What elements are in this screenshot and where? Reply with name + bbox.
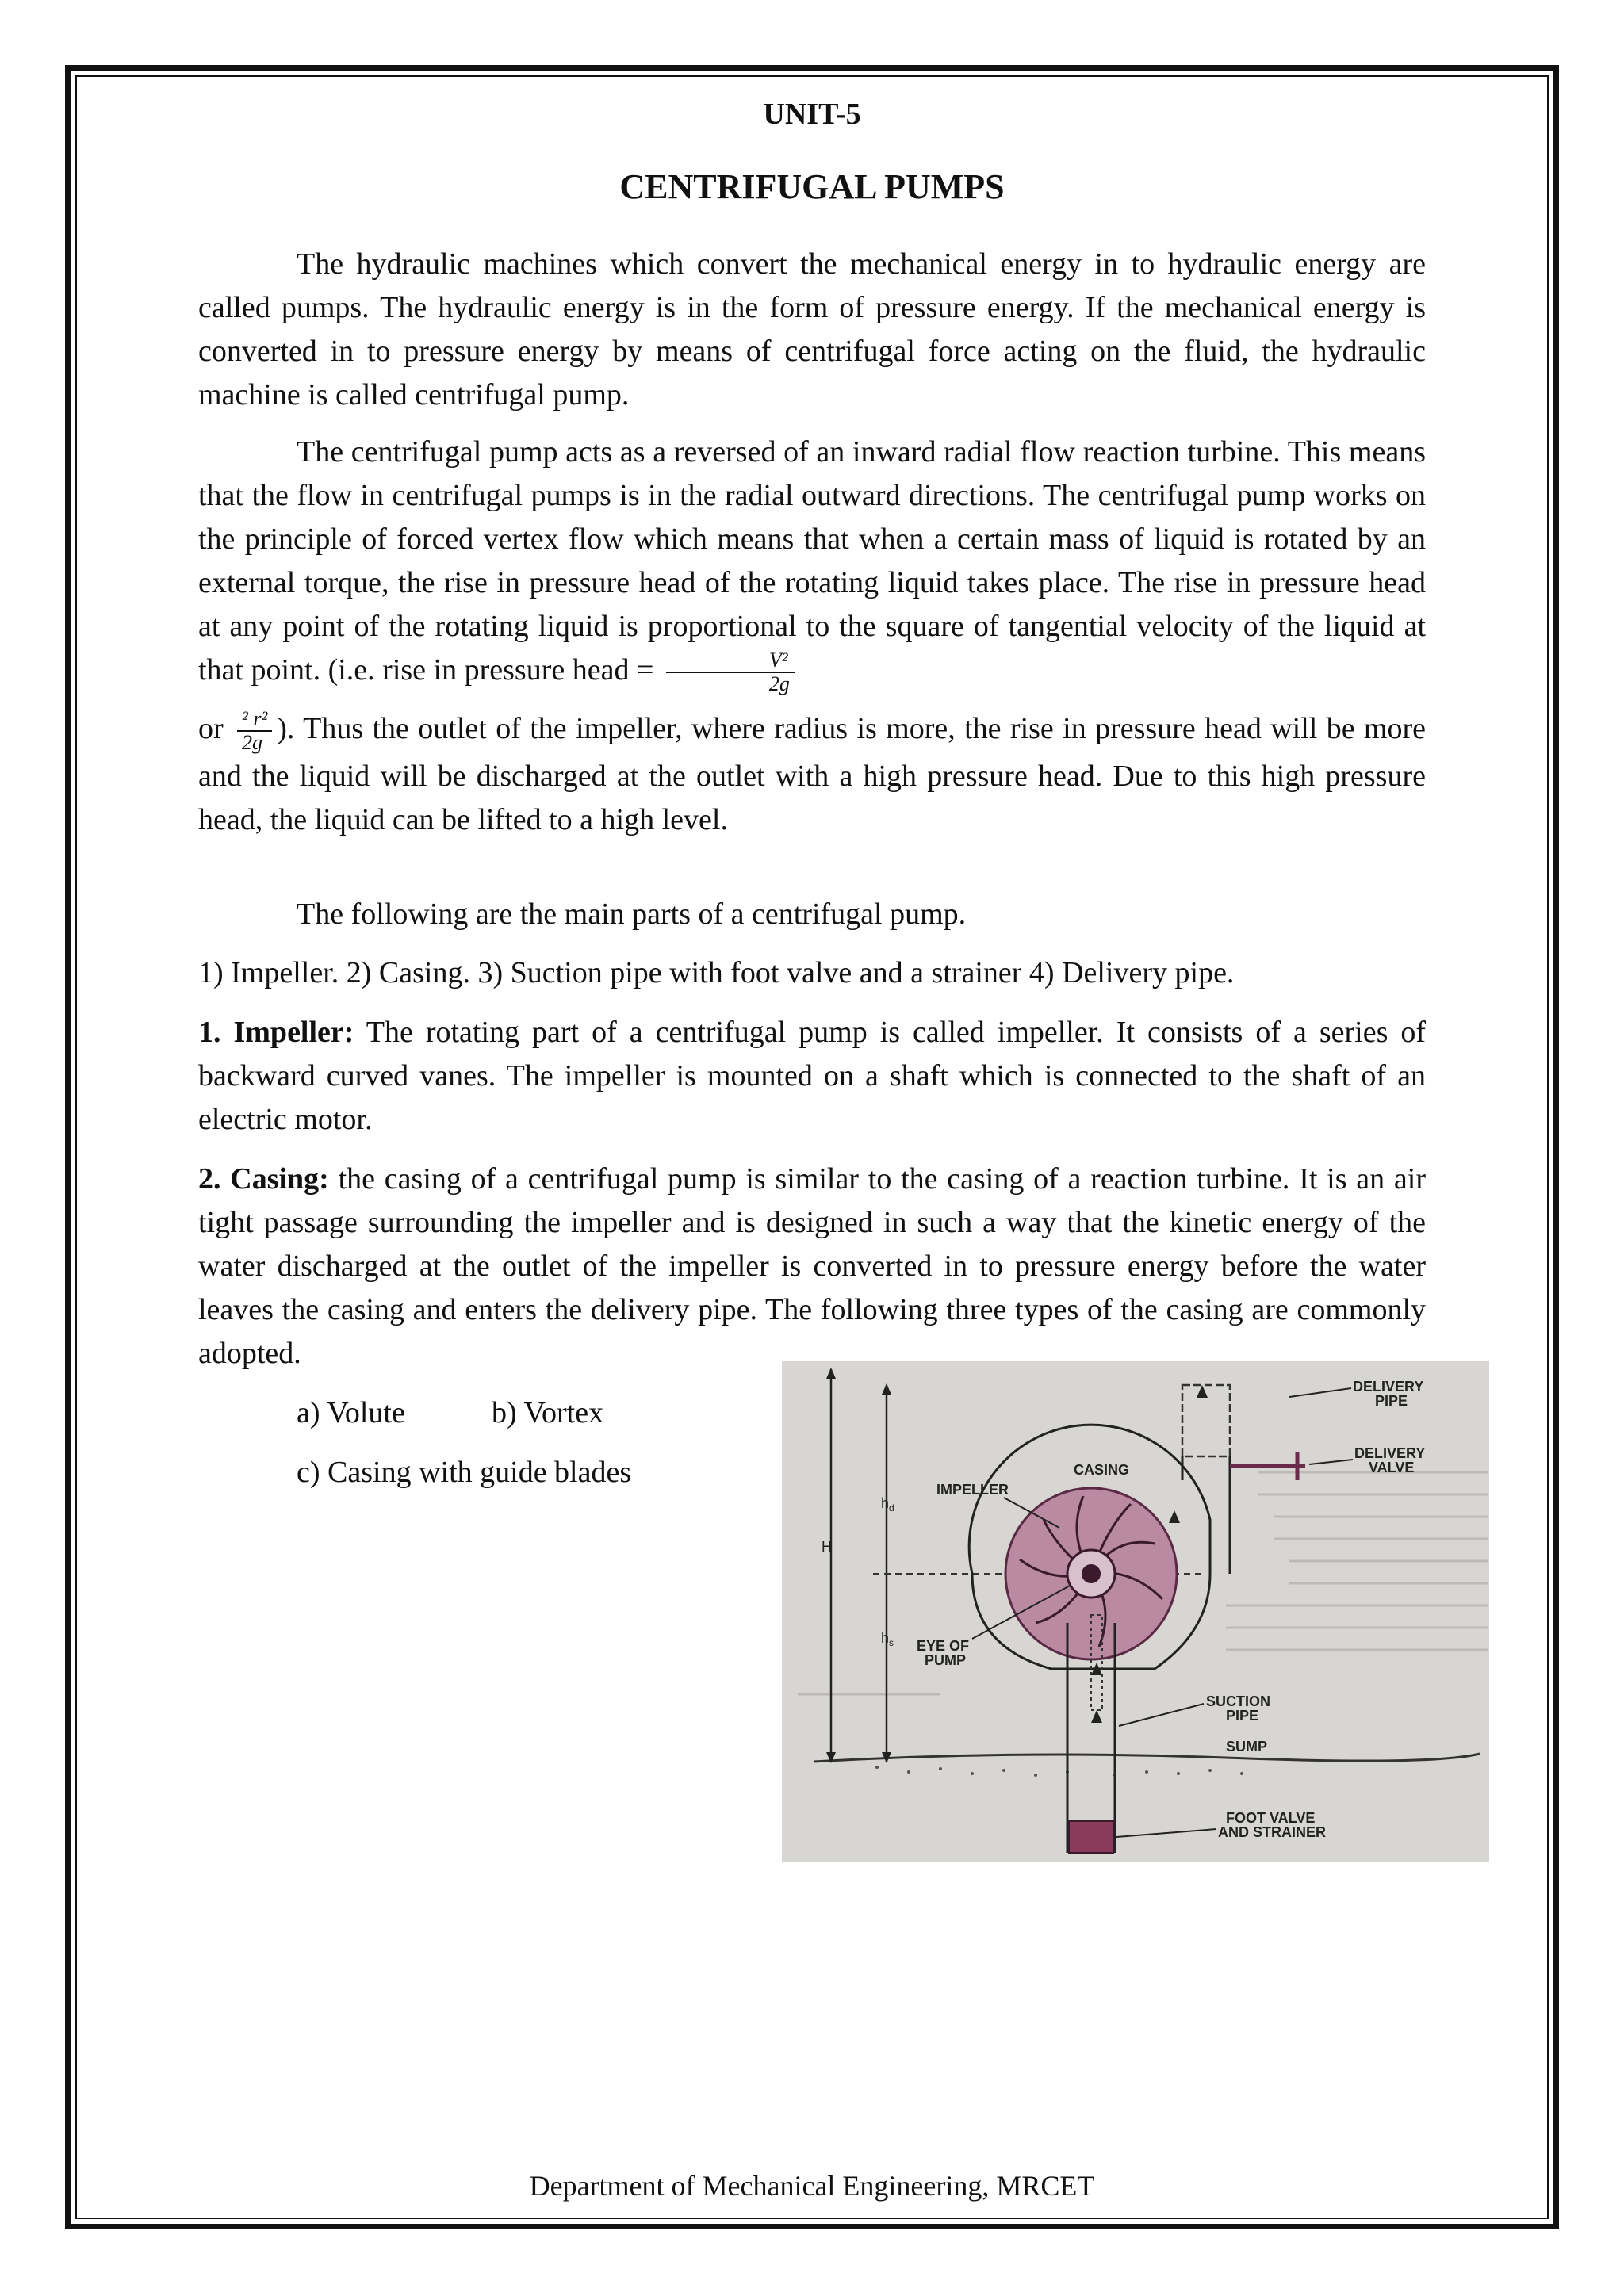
label-sump: SUMP (1226, 1739, 1268, 1755)
casing-type-volute: a) Volute (297, 1396, 405, 1429)
hd-arrow-up (882, 1383, 891, 1395)
label-delivery-valve: DELIVERY (1354, 1445, 1426, 1461)
principle-continuation: ). Thus the outlet of the impeller, where radius is more, the rise in pressure head will be more and the liquid will be discharged at the outlet with a high pressure head. Due to this high pressure head, the liquid can be lifted to a high level. (198, 711, 1427, 836)
paragraph-parts-intro: The following are the main parts of a centrifugal pump. (297, 897, 967, 931)
or-text: or (198, 711, 224, 745)
ground-line (814, 1754, 1480, 1762)
H-label: H (822, 1539, 832, 1555)
page-footer: Department of Mechanical Engineering, MRCET (529, 2170, 1095, 2202)
svg-text:PUMP: PUMP (925, 1652, 967, 1668)
svg-text:AND STRAINER: AND STRAINER (1218, 1824, 1327, 1840)
fraction-r2-2g: $\frac{\text{² r²}}{2g}$ (237, 708, 272, 755)
casing-heading: 2. Casing: (198, 1162, 329, 1196)
parts-list: 1) Impeller. 2) Casing. 3) Suction pipe with foot valve and a strainer 4) Delivery pipe. (198, 956, 1235, 989)
centrifugal-pump-diagram (782, 1361, 1489, 1862)
diagram-labels (917, 1379, 1425, 1840)
H-arrow-up (826, 1368, 836, 1379)
label-eye-of-pump: EYE OF (917, 1638, 970, 1654)
page-title: CENTRIFUGAL PUMPS (619, 167, 1005, 206)
foot-valve-strainer (1069, 1821, 1113, 1853)
label-suction-pipe: SUCTION (1206, 1693, 1270, 1709)
svg-text:VALVE: VALVE (1369, 1460, 1415, 1475)
svg-text:PIPE: PIPE (1226, 1708, 1259, 1724)
impeller-hub (1082, 1564, 1101, 1583)
principle-text: The centrifugal pump acts as a reversed of an inward radial flow reaction turbine. This means that the flow in centrifugal pumps is in the radial outward directions. The centrifugal pump works on the principle of forced vertex flow which means that when a certain mass of liquid is rotated by an external torque, the rise in pressure head of the rotating liquid takes place. The rise in pressure head at any point of the rotating liquid is proportional to the square of tangential velocity of the liquid at that point. (i.e. rise in pressure head = (198, 435, 1426, 687)
sump-dots (875, 1766, 1243, 1777)
svg-text:PIPE: PIPE (1375, 1393, 1408, 1409)
label-impeller: IMPELLER (936, 1482, 1009, 1498)
fraction-v2-2g: $\frac{\text{V²}}{2g}$ (666, 649, 795, 696)
impeller-text: The rotating part of a centrifugal pump is called impeller. It consists of a series of backward curved vanes. The impeller is mounted on a shaft which is connected to the shaft of an electric motor. (198, 1016, 1427, 1136)
hs-label: $h_s$ (881, 1630, 894, 1648)
casing-text: the casing of a centrifugal pump is similar to the casing of a reaction turbine. It is an air tight passage surrounding the impeller and is designed in such a way that the kinetic energy of the water discharged at the outlet of the impeller is converted in to pressure energy before the water leaves the casing and enters the delivery pipe. The following three types of the casing are commonly adopted. (198, 1162, 1426, 1370)
casing-section (198, 1158, 1426, 1376)
paragraph-principle (198, 430, 1426, 842)
impeller-section (198, 1011, 1426, 1142)
hd-label: $h_d$ (881, 1495, 894, 1513)
casing-type-guide-blades: c) Casing with guide blades (297, 1456, 632, 1489)
label-casing: CASING (1074, 1462, 1130, 1478)
impeller-heading: 1. Impeller: (198, 1016, 354, 1049)
casing-type-vortex: b) Vortex (492, 1396, 604, 1429)
label-delivery-pipe: DELIVERY (1353, 1379, 1424, 1395)
paragraph-intro: The hydraulic machines which convert the mechanical energy in to hydraulic energy are called pumps. The hydraulic energy is in the form of pressure energy. If the mechanical energy is converted in to pressure energy by means of centrifugal force acting on the fluid, the hydraulic machine is called centrifugal pump. (198, 247, 1426, 411)
unit-heading: UNIT-5 (763, 98, 861, 131)
label-foot-valve: FOOT VALVE (1226, 1810, 1316, 1826)
